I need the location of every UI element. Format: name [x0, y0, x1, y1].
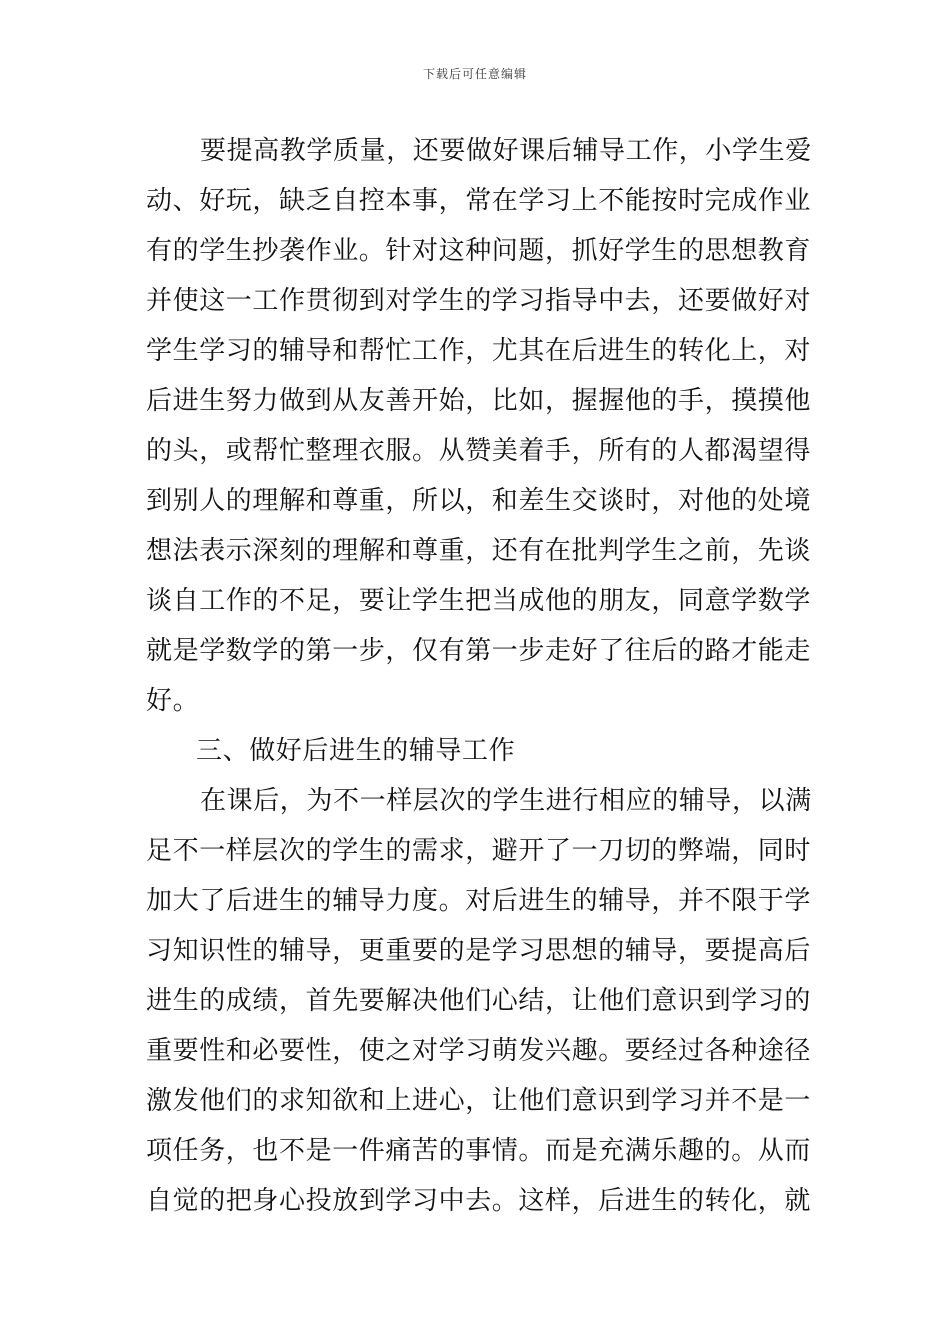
paragraph-line: 想法表示深刻的理解和尊重，还有在批判学生之前，先谈: [146, 536, 812, 566]
paragraph-line: 项任务，也不是一件痛苦的事情。而是充满乐趣的。从而: [146, 1136, 812, 1166]
paragraph-line: 的头，或帮忙整理衣服。从赞美着手，所有的人都渴望得: [146, 436, 812, 466]
paragraph-line: 有的学生抄袭作业。针对这种问题，抓好学生的思想教育: [146, 236, 812, 266]
paragraph-line: 学生学习的辅导和帮忙工作，尤其在后进生的转化上，对: [146, 336, 812, 366]
paragraph-line: 好。: [146, 686, 200, 716]
paragraph-line: 自觉的把身心投放到学习中去。这样，后进生的转化，就: [146, 1186, 812, 1216]
section-heading: 三、做好后进生的辅导工作: [196, 736, 516, 766]
paragraph-line: 足不一样层次的学生的需求，避开了一刀切的弊端，同时: [146, 836, 812, 866]
paragraph-line: 并使这一工作贯彻到对学生的学习指导中去，还要做好对: [146, 286, 812, 316]
paragraph-line: 进生的成绩，首先要解决他们心结，让他们意识到学习的: [146, 986, 812, 1016]
paragraph-line: 重要性和必要性，使之对学习萌发兴趣。要经过各种途径: [146, 1036, 812, 1066]
paragraph-line: 后进生努力做到从友善开始，比如，握握他的手，摸摸他: [146, 386, 812, 416]
paragraph-line: 就是学数学的第一步，仅有第一步走好了往后的路才能走: [146, 636, 812, 666]
page-header: 下载后可任意编辑: [422, 67, 527, 81]
paragraph-line: 在课后，为不一样层次的学生进行相应的辅导，以满: [200, 786, 812, 816]
paragraph-line: 习知识性的辅导，更重要的是学习思想的辅导，要提高后: [146, 936, 812, 966]
paragraph-line: 加大了后进生的辅导力度。对后进生的辅导，并不限于学: [146, 886, 812, 916]
paragraph-line: 到别人的理解和尊重，所以，和差生交谈时，对他的处境: [146, 486, 812, 516]
paragraph-line: 激发他们的求知欲和上进心，让他们意识到学习并不是一: [146, 1086, 812, 1116]
paragraph-line: 谈自工作的不足，要让学生把当成他的朋友，同意学数学: [146, 586, 812, 616]
paragraph-line: 动、好玩，缺乏自控本事，常在学习上不能按时完成作业: [146, 186, 812, 216]
paragraph-line: 要提高教学质量，还要做好课后辅导工作，小学生爱: [200, 136, 812, 166]
